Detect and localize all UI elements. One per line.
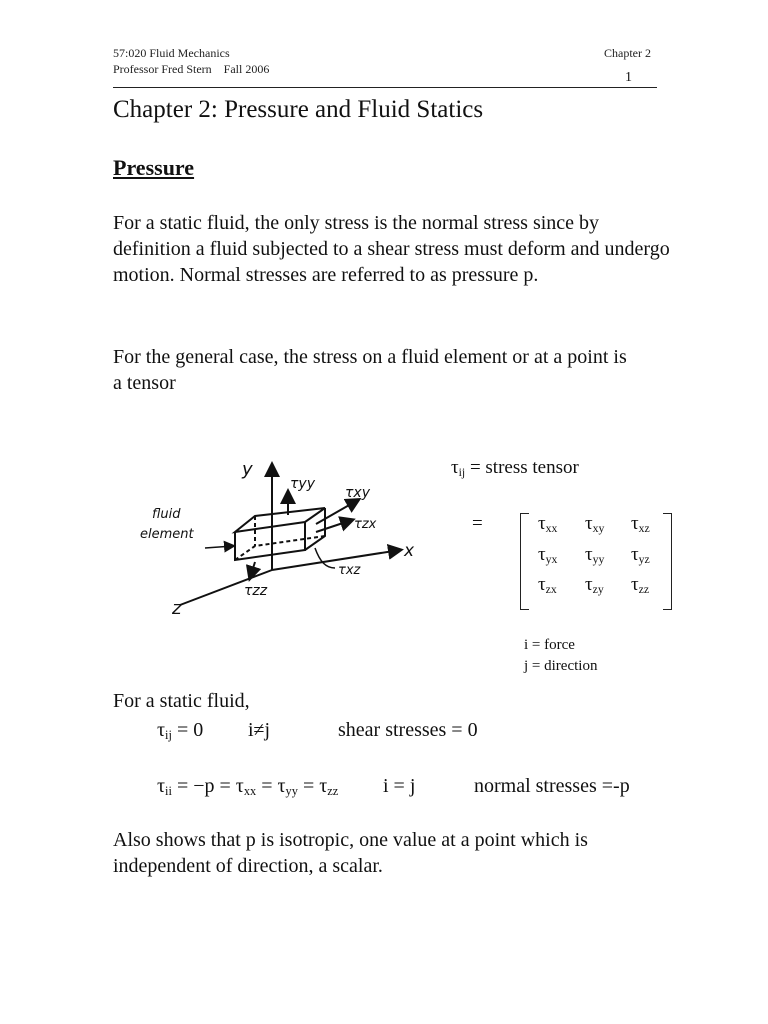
tensor-cell: $\tau_{yx}$ (538, 544, 558, 566)
paragraph-text: Also shows that p is isotropic, one value at a point which is independent of direction, a scalar. (113, 829, 588, 877)
paragraph-tensor (113, 344, 633, 396)
element-label: element (140, 527, 194, 542)
section-heading: Pressure (113, 155, 195, 180)
page-number: 1 (625, 70, 632, 85)
shear-equation: $\tau_{ij} = 0$ (157, 719, 204, 743)
tau-xy-label: τxy (345, 485, 370, 501)
tensor-cell: $\tau_{yy}$ (585, 544, 605, 566)
tau-zx-label: τzx (354, 517, 377, 532)
header-professor: Professor Fred Stern Fall 2006 (113, 62, 270, 76)
tensor-cell: $\tau_{xx}$ (538, 513, 558, 535)
normal-condition: i = j (383, 775, 416, 797)
stress-tensor-definition (451, 457, 579, 479)
tau-subscript: ij (458, 465, 466, 479)
tau-zz-arrow (250, 562, 255, 578)
z-axis-label: z (172, 598, 182, 619)
fluid-element-diagram (130, 440, 430, 640)
matrix-right-bracket (663, 513, 672, 610)
note-j-direction: j = direction (524, 658, 598, 674)
x-axis-label: x (404, 541, 415, 561)
page-title: Chapter 2: Pressure and Fluid Statics (113, 96, 484, 123)
shear-condition: i≠j (248, 719, 271, 741)
tau-symbol: τ (451, 457, 459, 478)
paragraph-text: For the general case, the stress on a fluid element or at a point is a tensor (113, 346, 627, 394)
normal-label: normal stresses =-p (474, 775, 630, 797)
header-course: 57:020 Fluid Mechanics (113, 46, 230, 60)
tensor-cell: $\tau_{xy}$ (585, 513, 605, 535)
tensor-cell: $\tau_{xz}$ (631, 513, 650, 535)
tensor-cell: $\tau_{yz}$ (631, 544, 650, 566)
header-rule (113, 87, 657, 88)
tau-xz-pointer (315, 548, 335, 568)
tau-zz-label: τzz (244, 583, 268, 599)
paragraph-isotropic (113, 827, 673, 879)
note-i-force: i = force (524, 637, 575, 653)
paragraph-text: For a static fluid, the only stress is the normal stress since by definition a fluid subjected to a shear stress must deform and undergo motion. Normal stresses are referred to as pressure p. (113, 212, 670, 286)
stress-tensor-matrix (520, 513, 672, 608)
tensor-cell: $\tau_{zy}$ (585, 574, 604, 596)
paragraph-normal-stress (113, 210, 673, 288)
static-fluid-intro: For a static fluid, (113, 690, 250, 712)
y-axis-label: y (242, 459, 253, 480)
matrix-left-bracket (520, 513, 529, 610)
x-axis (272, 550, 400, 570)
fluid-element-pointer (205, 546, 233, 548)
tau-xz-label: τxz (338, 563, 361, 578)
fluid-label: fluid (152, 507, 181, 522)
equals-sign: = (472, 513, 483, 534)
tensor-cell: $\tau_{zz}$ (631, 574, 650, 596)
fluid-element-cube (235, 508, 325, 560)
tensor-cell: $\tau_{zx}$ (538, 574, 557, 596)
definition-text: = stress tensor (465, 457, 579, 478)
normal-equation: $\tau_{ii} = -p = \tau_{xx} = \tau_{yy} = \tau_{zz}$ (157, 775, 339, 799)
header-chapter: Chapter 2 (604, 46, 651, 60)
shear-label: shear stresses = 0 (338, 719, 478, 741)
tau-yy-label: τyy (290, 476, 315, 492)
